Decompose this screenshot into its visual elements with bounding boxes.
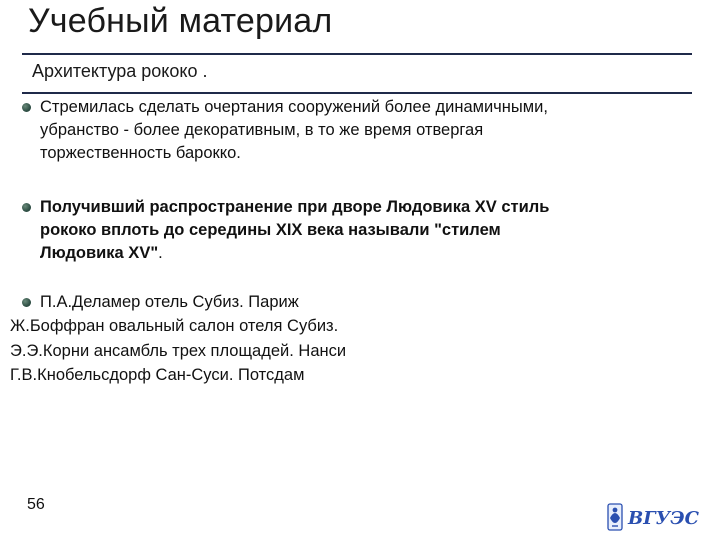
university-logo-text: ВГУЭС [628,508,699,529]
title-divider-bottom [22,92,692,94]
bullet-text-1: Стремилась сделать очертания сооружений более динамичными, убранство - более декоративным, в то же время отвергая торжественность барокко. [40,98,548,162]
plain-line-2: Э.Э.Корни ансамбль трех площадей. Нанси [10,342,347,360]
plain-line-1: Ж.Боффран овальный салон отеля Субиз. [10,317,339,335]
university-logo [606,498,702,534]
bullet-icon [22,203,31,212]
slide-subtitle: Архитектура рококо . [32,61,208,81]
title-divider-top [22,53,692,55]
university-logo-icon [606,498,702,534]
bullet-text-3: П.А.Деламер отель Субиз. Париж [40,293,299,311]
bullet-icon [22,103,31,112]
bullet-text-2-bold: Получивший распространение при дворе Людовика XV стиль рококо вплоть до середины XIX века называли "стилем Людовика XV" [40,198,550,262]
plain-line-3: Г.В.Кнобельсдорф Сан-Суси. Потсдам [10,366,305,384]
slide-title: Учебный материал [28,2,333,40]
page-number: 56 [27,496,45,513]
bullet-text-2-tail: . [158,244,163,262]
bullet-icon [22,298,31,307]
bullet-text-2 [40,196,700,265]
